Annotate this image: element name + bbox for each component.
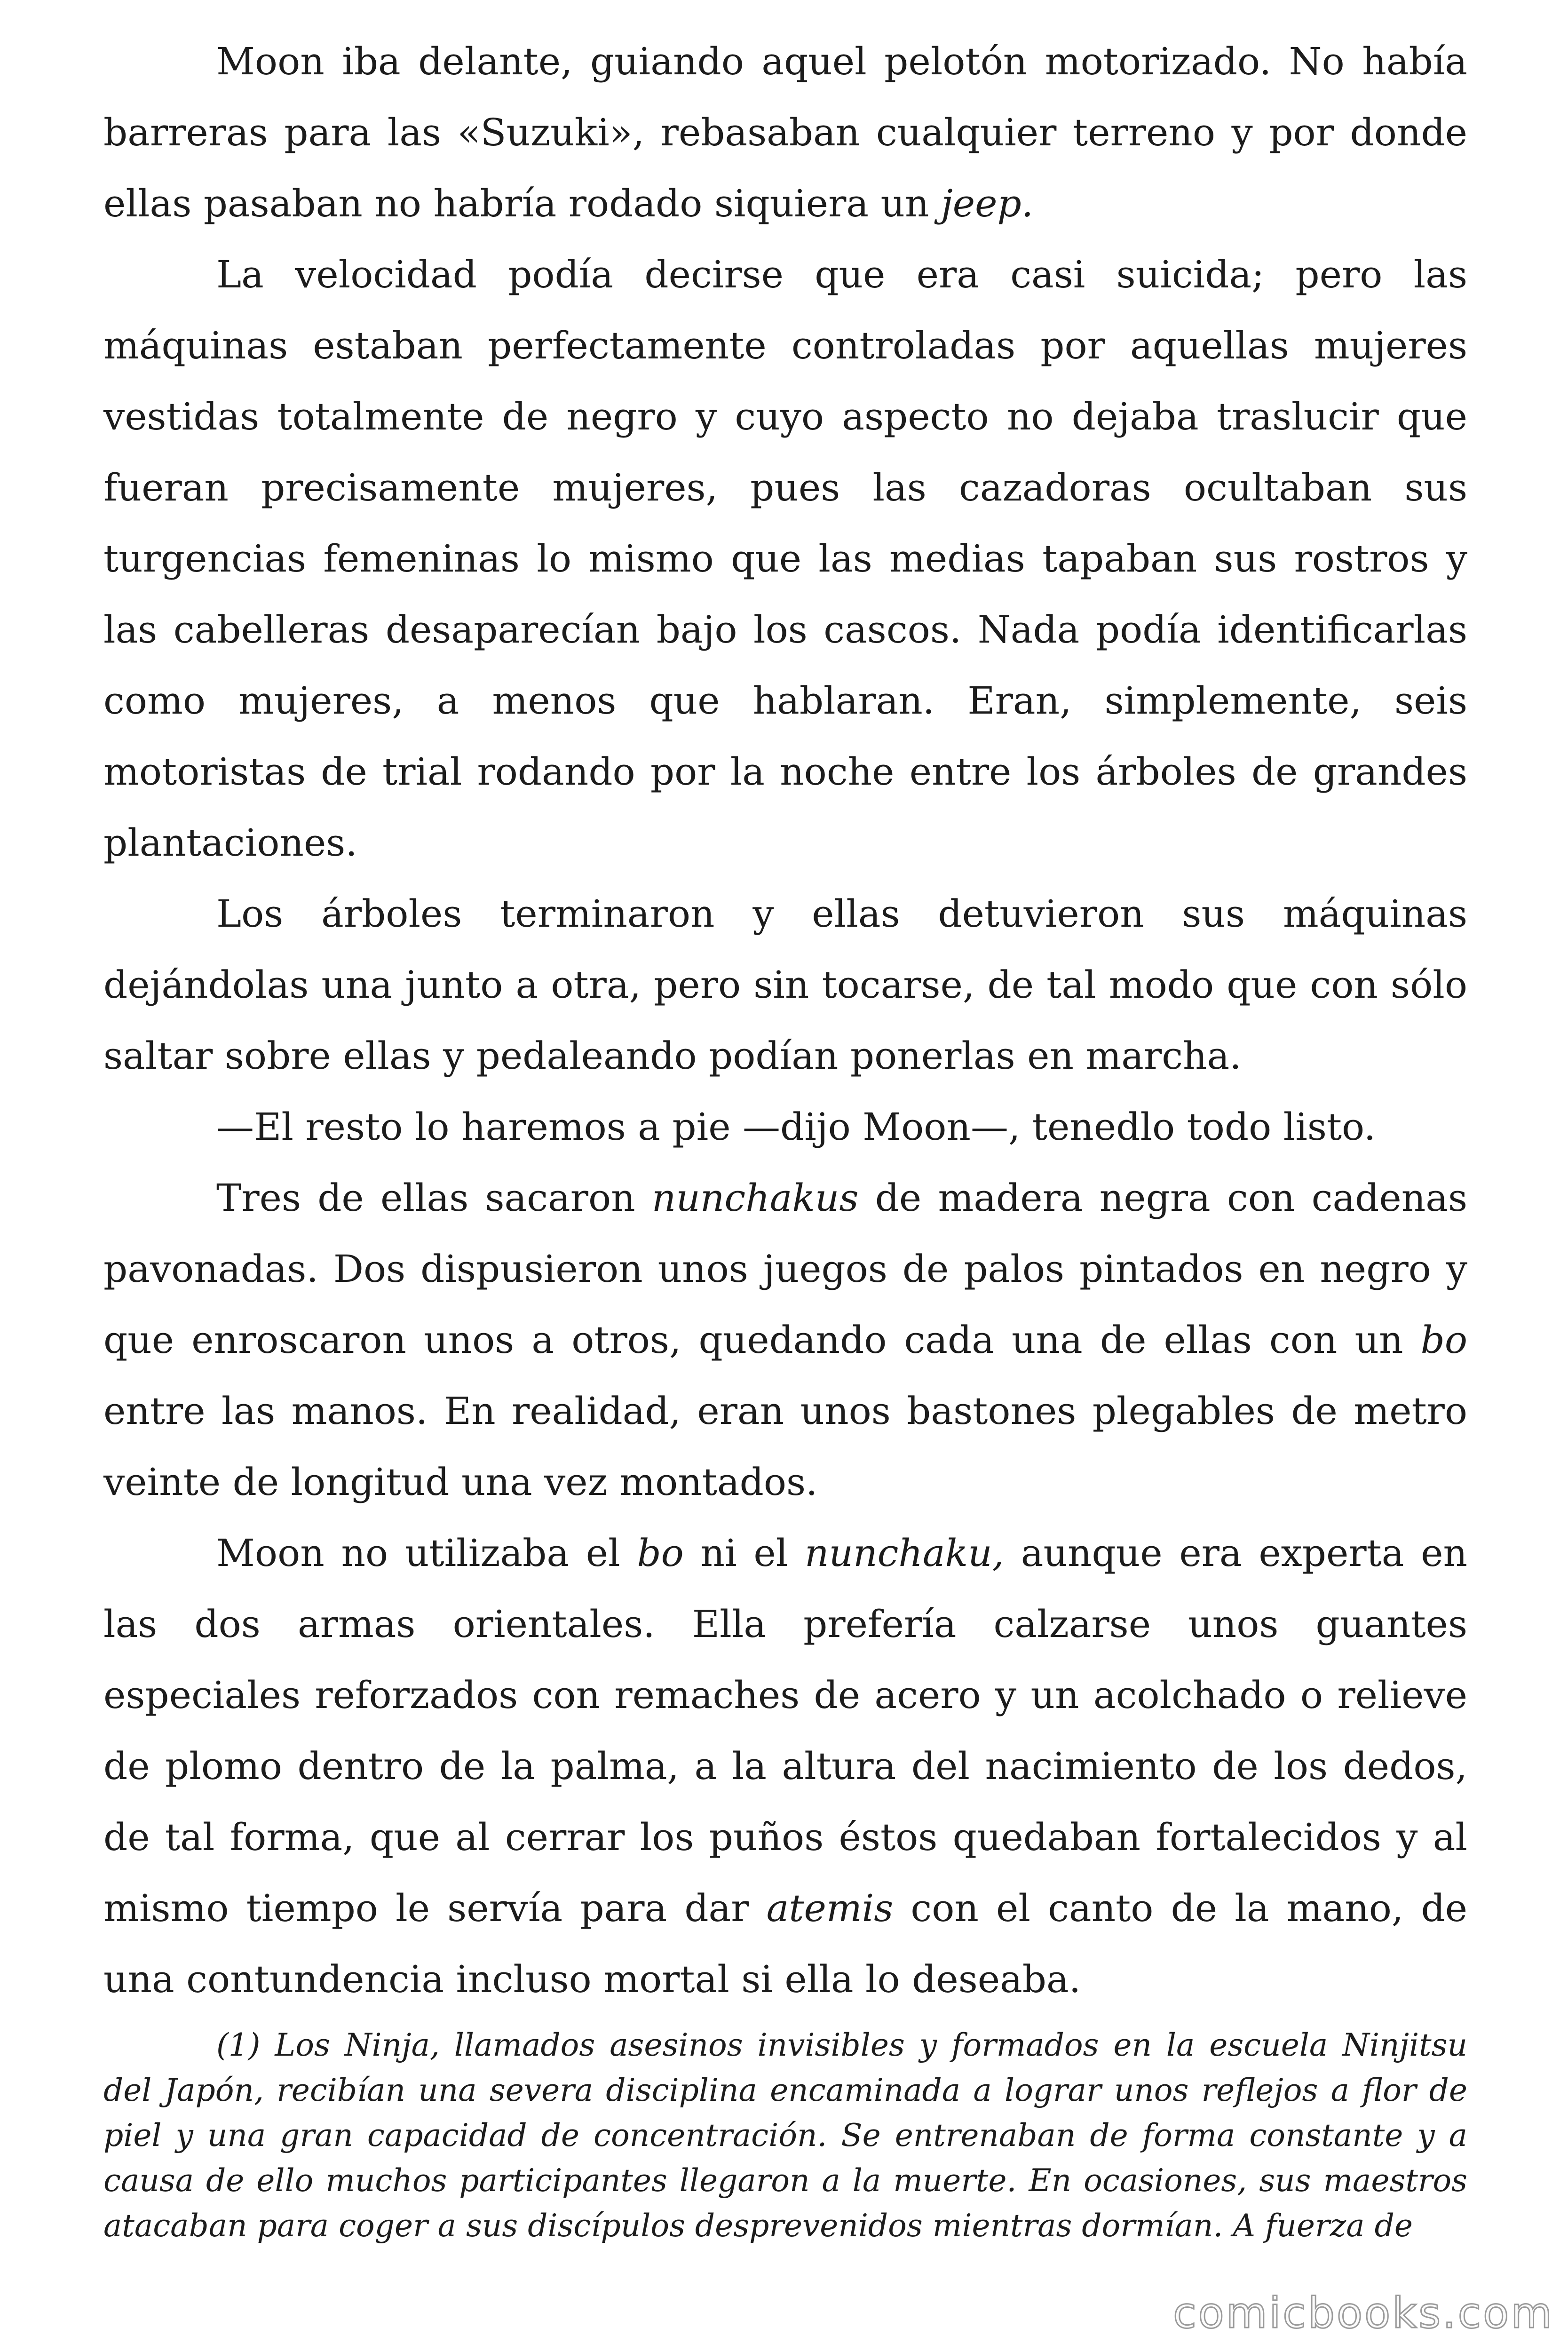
text-span: La velocidad podía decirse que era casi suicida; pero las máquinas estaban perfectamente controladas por aquellas mujeres vestidas totalmente de negro y cuyo aspecto no dejaba traslucir que fueran precisamente mujeres, pues las cazadoras ocultaban sus turgencias femeninas lo mismo que las medias tapaban sus rostros y las cabelleras desaparecían bajo los cascos. Nada podía identificarlas como mujeres, a menos que hablaran. Eran, simplemente, seis motoristas de trial rodando por la noche entre los árboles de grandes plantaciones. xyxy=(103,253,1467,865)
italic-span: nunchaku, xyxy=(805,1531,1005,1575)
paragraph xyxy=(103,239,1467,878)
italic-span: nunchakus xyxy=(651,1176,859,1220)
book-page xyxy=(103,0,1467,2352)
italic-span: bo xyxy=(637,1531,684,1575)
italic-span: jeep. xyxy=(941,182,1034,225)
text-span: Moon iba delante, guiando aquel pelotón motorizado. No había barreras para las «Suzuki», rebasaban cualquier terreno y por donde ellas pasaban no habría rodado siquiera un xyxy=(103,40,1467,225)
text-span: Los árboles terminaron y ellas detuvieron sus máquinas dejándolas una junto a otra, pero sin tocarse, de tal modo que con sólo saltar sobre ellas y pedaleando podían ponerlas en marcha. xyxy=(103,892,1467,1078)
text-span: entre las manos. En realidad, eran unos bastones plegables de metro veinte de longitud una vez montados. xyxy=(103,1389,1467,1504)
footnote xyxy=(103,2023,1467,2249)
text-span: Tres de ellas sacaron xyxy=(216,1176,652,1220)
footnote-text: (1) Los Ninja, llamados asesinos invisibles y formados en la escuela Ninjitsu del Japón, recibían una severa disciplina encaminada a lograr unos reflejos a flor de piel y una gran capacidad de concentración. Se entrenaban de forma constante y a causa de ello muchos participantes llegaron a la muerte. En ocasiones, sus maestros atacaban para coger a sus discípulos desprevenidos mientras dormían. A fuerza de xyxy=(103,2027,1467,2244)
watermark-logo: comicbooks.com xyxy=(1173,2288,1554,2338)
text-span: de madera negra con cadenas pavonadas. Dos dispusieron unos juegos de palos pintados en negro y que enroscaron unos a otros, quedando cada una de ellas con un xyxy=(103,1176,1467,1362)
text-span: Moon no utilizaba el xyxy=(216,1531,637,1575)
paragraph xyxy=(103,26,1467,239)
text-span: aunque era experta en las dos armas orientales. Ella prefería calzarse unos guantes especiales reforzados con remaches de acero y un acolchado o relieve de plomo dentro de la palma, a la altura del nacimiento de los dedos, de tal forma, que al cerrar los puños éstos quedaban fortalecidos y al mismo tiempo le servía para dar xyxy=(103,1531,1468,1930)
body-text xyxy=(103,26,1467,2015)
paragraph xyxy=(103,1091,1467,1162)
text-span: ni el xyxy=(683,1531,805,1575)
text-span: —El resto lo haremos a pie —dijo Moon—, tenedlo todo listo. xyxy=(216,1105,1376,1149)
paragraph xyxy=(103,1518,1467,2015)
paragraph xyxy=(103,878,1467,1091)
paragraph xyxy=(103,1162,1467,1518)
italic-span: atemis xyxy=(766,1886,894,1930)
italic-span: bo xyxy=(1420,1318,1467,1362)
text-span: con el canto de la mano, de una contundencia incluso mortal si ella lo deseaba. xyxy=(103,1886,1468,2001)
